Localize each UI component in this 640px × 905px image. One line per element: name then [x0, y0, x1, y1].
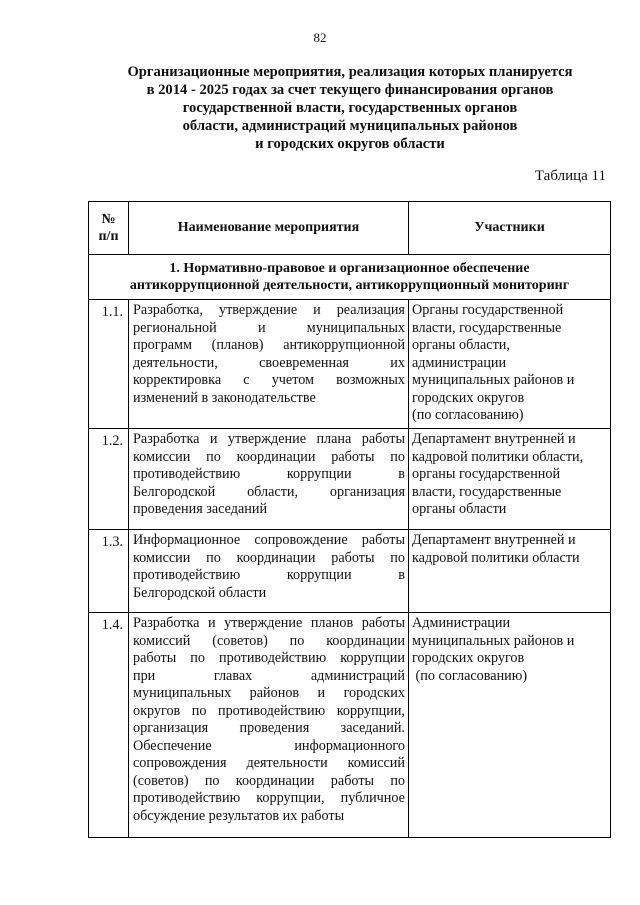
word: Белгородской	[133, 483, 216, 500]
participant-line: кадровой политики области	[412, 549, 580, 566]
row-name-line	[133, 633, 405, 651]
row-name-line	[133, 773, 405, 791]
word: заседаний.	[340, 720, 405, 736]
word: и	[208, 615, 216, 631]
word: коррупции	[340, 650, 405, 666]
table-caption: Таблица 11	[534, 168, 606, 184]
word: учетом	[271, 372, 315, 388]
word: коррупции,	[256, 790, 325, 806]
word: Разработка	[133, 431, 200, 447]
word: по	[206, 448, 221, 465]
word: (советов)	[133, 772, 189, 789]
word: организация	[133, 720, 209, 736]
section-title-line: 1. Нормативно-правовое и организационное обеспечение	[169, 261, 530, 276]
word: комиссий	[133, 632, 191, 649]
header-number-symbol: №	[101, 212, 116, 227]
word: при	[133, 667, 156, 684]
word: координации	[236, 448, 316, 465]
row-name-line	[133, 355, 405, 373]
word: Разработка	[133, 615, 200, 631]
row-number: 1.4.	[89, 613, 129, 838]
participant-line: кадровой политики области,	[412, 448, 584, 465]
header-name: Наименование мероприятия	[129, 202, 409, 255]
word: противодействию	[133, 790, 241, 806]
word: плана	[316, 431, 352, 447]
row-number: 1.1.	[89, 300, 129, 429]
participant-line: Департамент внутренней и	[412, 431, 576, 447]
word: программ	[133, 337, 192, 353]
word: сопровождения	[133, 755, 227, 771]
word: и	[313, 302, 321, 318]
row-name	[129, 429, 409, 530]
row-name-line	[133, 550, 405, 568]
word: районов	[249, 685, 300, 701]
word: противодействию	[219, 650, 327, 666]
word: координации	[236, 549, 316, 566]
row-name-line: обсуждение результатов их работы	[133, 807, 345, 824]
participant-line: муниципальных районов и	[412, 632, 575, 649]
word: утверждение	[224, 615, 303, 631]
header-participants: Участники	[409, 202, 611, 255]
word: антикоррупционной	[283, 337, 405, 353]
row-name-line	[133, 484, 405, 502]
participant-line: Администрации	[412, 615, 511, 631]
word: противодействию	[133, 466, 241, 482]
word: своевременная	[259, 354, 349, 371]
row-name-line: проведения заседаний	[133, 501, 268, 517]
word: противодействию	[133, 567, 241, 583]
heading-line: и городских округов области	[255, 136, 445, 152]
participant-line: городских округов	[412, 650, 525, 666]
word: Разработка,	[133, 302, 204, 318]
row-number: 1.2.	[89, 429, 129, 530]
word: по	[190, 650, 205, 666]
heading-line: в 2014 - 2025 годах за счет текущего финансирования органов	[146, 82, 554, 98]
word: округов	[133, 702, 181, 719]
heading-line: государственной власти, государственных органов	[182, 100, 518, 116]
word: их	[390, 354, 405, 371]
row-name-line	[133, 790, 405, 808]
word: главах	[213, 667, 253, 684]
participant-line: муниципальных районов и	[412, 372, 575, 388]
participant-line: городских округов	[412, 389, 525, 406]
word: деятельности	[246, 755, 328, 771]
row-name-line: Белгородской области	[133, 584, 267, 601]
participant-line: власти, государственные	[412, 319, 562, 336]
row-name-line	[133, 703, 405, 721]
word: коррупции	[286, 567, 352, 583]
row-name-line: изменений в законодательстве	[133, 389, 316, 406]
header-number	[89, 202, 129, 255]
word: в	[398, 466, 405, 482]
participant-line: Органы государственной	[412, 302, 564, 318]
participant-line: органы области,	[412, 337, 510, 353]
word: сопровождение	[254, 532, 348, 548]
section-title-line: антикоррупционной деятельности, антикоррупционный мониторинг	[129, 278, 570, 293]
row-participants	[409, 300, 611, 429]
row-name-line	[133, 372, 405, 390]
word: комиссии	[133, 549, 191, 566]
word: реализация	[336, 302, 405, 318]
page-number: 82	[313, 30, 327, 45]
row-name-line	[133, 668, 405, 686]
row-name	[129, 613, 409, 838]
word: работы	[361, 431, 405, 447]
word: городских	[343, 685, 405, 701]
word: и	[257, 319, 266, 336]
row-name-line	[133, 337, 405, 355]
row-name-line	[133, 449, 405, 467]
row-name-line	[133, 302, 405, 320]
word: противодействию	[218, 702, 326, 719]
participant-line: (по согласованию)	[412, 407, 524, 423]
measures-table	[88, 201, 611, 838]
row-name-line	[133, 685, 405, 703]
word: по	[390, 549, 405, 566]
word: возможных	[336, 372, 405, 388]
row-name-line	[133, 532, 405, 550]
word: по	[206, 549, 221, 566]
word: (советов)	[212, 632, 268, 649]
word: по	[289, 632, 305, 649]
heading-line: Организационные мероприятия, реализация которых планируется	[127, 64, 573, 80]
word: и	[209, 431, 218, 447]
word: по	[204, 772, 220, 789]
word: по	[390, 448, 405, 465]
table-row	[89, 300, 611, 429]
word: области,	[247, 483, 299, 500]
word: Обеспечение	[133, 737, 212, 754]
heading-line: области, администраций муниципальных районов	[182, 118, 518, 134]
word: коррупции,	[336, 702, 405, 719]
word: организация	[329, 483, 405, 500]
table-row	[89, 429, 611, 530]
word: корректировка	[133, 372, 222, 388]
table-row	[89, 613, 611, 838]
word: публичное	[340, 790, 405, 806]
word: региональной	[133, 319, 217, 336]
word: работы	[133, 650, 177, 666]
row-name-line	[133, 567, 405, 585]
participant-line: администрации	[412, 354, 507, 371]
row-participants	[409, 530, 611, 613]
word: комиссии	[133, 448, 191, 465]
word: муниципальных	[306, 319, 405, 336]
row-name	[129, 530, 409, 613]
word: с	[243, 372, 250, 388]
participant-line: органы государственной	[412, 466, 561, 482]
row-name-line	[133, 650, 405, 668]
participant-line: органы области	[412, 501, 507, 517]
participant-line: (по согласованию)	[412, 667, 528, 684]
word: по	[191, 702, 207, 719]
word: планов	[310, 615, 354, 631]
row-number: 1.3.	[89, 530, 129, 613]
row-participants	[409, 429, 611, 530]
header-number-abbr: п/п	[98, 229, 119, 244]
word: коррупции	[286, 466, 352, 482]
section-title	[89, 255, 611, 300]
word: работы	[361, 532, 405, 548]
row-name-line	[133, 431, 405, 449]
word: работы	[330, 772, 375, 789]
word: работы	[361, 615, 405, 631]
word: по	[390, 772, 405, 789]
word: координации	[235, 772, 315, 789]
word: координации	[326, 632, 405, 649]
word: проведения	[239, 720, 310, 736]
table-row	[89, 530, 611, 613]
word: комиссий	[347, 755, 405, 771]
section-row	[89, 255, 611, 300]
word: Информационное	[133, 532, 241, 548]
word: деятельности,	[133, 354, 218, 371]
row-name	[129, 300, 409, 429]
row-name-line	[133, 738, 405, 756]
row-name-line	[133, 615, 405, 633]
word: муниципальных	[133, 685, 232, 701]
row-name-line	[133, 720, 405, 738]
table-header-row	[89, 202, 611, 255]
word: утверждение	[227, 431, 307, 447]
row-name-line	[133, 755, 405, 773]
word: работы	[331, 549, 375, 566]
word: работы	[331, 448, 375, 465]
word: (планов)	[211, 337, 264, 353]
word: и	[317, 685, 326, 701]
row-name-line	[133, 466, 405, 484]
word: администраций	[310, 667, 405, 684]
participant-line: власти, государственные	[412, 483, 562, 500]
word: утверждение	[219, 302, 298, 318]
row-participants	[409, 613, 611, 838]
word: информационного	[294, 737, 405, 754]
word: в	[398, 567, 405, 583]
row-name-line	[133, 320, 405, 338]
participant-line: Департамент внутренней и	[412, 532, 576, 548]
document-heading	[90, 63, 610, 153]
